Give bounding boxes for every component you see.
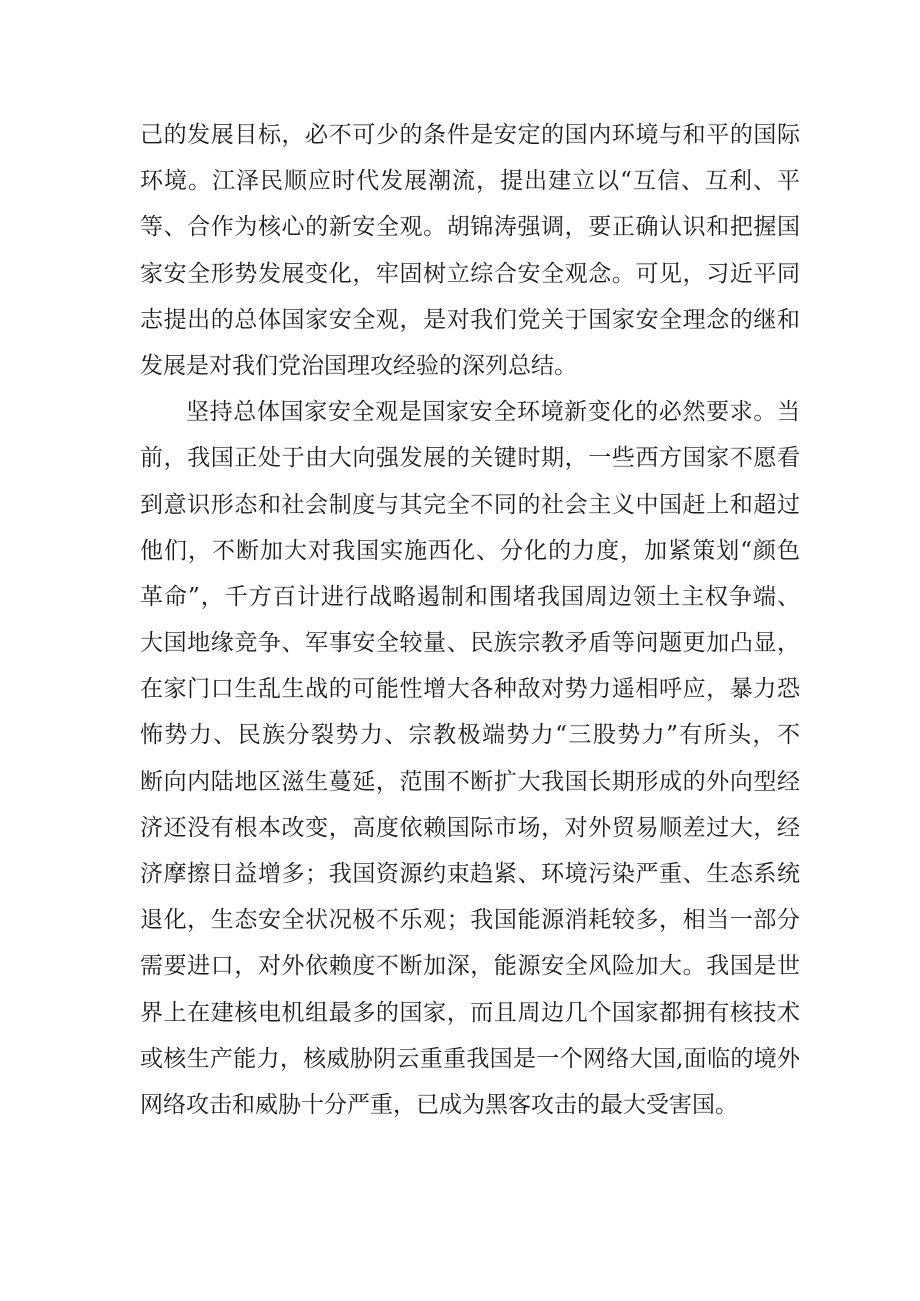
document-body — [140, 112, 800, 1128]
text-line: 家安全形势发展变化，牢固树立综合安全观念。可见，习近平同 — [140, 260, 800, 287]
text-line: 界上在建核电机组最多的国家，而且周边几个国家都拥有核技术 — [140, 999, 800, 1026]
text-line: 怖势力、民族分裂势力、宗教极端势力“三股势力”有所头，不 — [140, 722, 800, 749]
text-line: 到意识形态和社会制度与其完全不同的社会主义中国赶上和超过 — [140, 491, 800, 518]
text-line: 志提出的总体国家安全观，是对我们党关于国家安全理念的继和 — [140, 306, 800, 333]
paragraph-1 — [140, 112, 800, 389]
text-line: 环境。江泽民顺应时代发展潮流，提出建立以“互信、互利、平 — [140, 168, 800, 195]
text-line: 或核生产能力，核威胁阴云重重我国是一个网络大国,面临的境外 — [140, 1045, 800, 1072]
text-line: 坚持总体国家安全观是国家安全环境新变化的必然要求。当 — [186, 399, 800, 426]
text-line: 济摩擦日益增多；我国资源约束趋紧、环境污染严重、生态系统 — [140, 861, 800, 887]
text-line: 己的发展目标，必不可少的条件是安定的国内环境与和平的国际 — [140, 122, 800, 148]
text-line: 革命”，千方百计进行战略遏制和围堵我国周边领土主权争端、 — [140, 583, 800, 610]
text-line: 退化，生态安全状况极不乐观；我国能源消耗较多，相当一部分 — [140, 907, 800, 934]
text-line: 在家门口生乱生战的可能性增大各种敌对势力遥相呼应，暴力恐 — [140, 676, 800, 703]
paragraph-2 — [140, 389, 800, 1128]
text-line: 济还没有根本改变，高度依赖国际市场，对外贸易顺差过大，经 — [140, 814, 800, 841]
text-line: 需要进口，对外依赖度不断加深，能源安全风险加大。我国是世 — [140, 953, 800, 980]
text-line: 断向内陆地区滋生蔓延，范围不断扩大我国长期形成的外向型经 — [140, 768, 800, 795]
text-line: 发展是对我们党治国理攻经验的深列总结。 — [140, 352, 577, 379]
text-line: 网络攻击和威胁十分严重，已成为黑客攻击的最大受害国。 — [140, 1091, 738, 1118]
text-line: 等、合作为核心的新安全观。胡锦涛强调，要正确认识和把握国 — [140, 214, 800, 241]
text-line: 他们，不断加大对我国实施西化、分化的力度，加紧策划“颜色 — [140, 537, 800, 564]
text-line: 前，我国正处于由大向强发展的关键时期，一些西方国家不愿看 — [140, 445, 800, 472]
text-line: 大国地缘竞争、军事安全较量、民族宗教矛盾等问题更加凸显， — [140, 630, 800, 657]
